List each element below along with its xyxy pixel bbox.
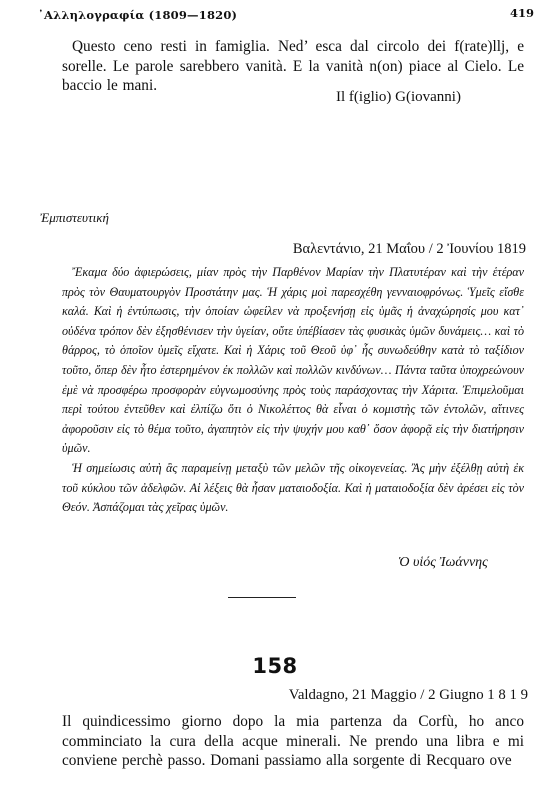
next-letter-body	[62, 712, 524, 771]
previous-letter-paragraph: Questo ceno resti in famiglia. Ned’ esca dal circolo dei f(rate)llj, e sorelle. Le parole sarebbero vanità. E la vanità n(on) piace al Cielo. Le baccio le mani.	[62, 38, 524, 94]
greek-letter-paragraph-1: Ἔκαμα δύο ἀφιερώσεις, μίαν πρὸς τὴν Παρθένον Μαρίαν τὴν Πλατυτέραν καὶ τὴν ἑτέραν πρὸς τὸν Θαυματουργὸν Προστάτην μας. Ἡ χάρις μοὶ παρεσχέθη γενναιοφρόνως. Ὑμεῖς εἴσθε καλά. Καὶ ἡ ἐντύπωσις, τὴν ὁποίαν ὠφείλεν νὰ προξενήσῃ εἰς ὑμᾶς ἡ ἀναχώρησίς μου κατ᾿ οὐδένα τρόπον δὲν ἐξησθένισεν τὴν ὑγείαν, οὔτε ὑπέβίασεν τὰς φυσικὰς ὑμῶν δυνάμεις… καὶ τὸ θάρρος, τὸ ὁποῖον ὑμεῖς εἴχατε. Καὶ ἡ Χάρις τοῦ Θεοῦ ὑφ᾿ ἧς συνωδεύθην κατὰ τὸ ταξίδιον τοῦτο, ὅπερ δὲν ἦτο ἐστερημένον ἐκ πολλῶν καὶ πολλῶν κινδύνων… Πάντα ταῦτα ὑποχρεώνουν ἐμὲ νὰ προσφέρω προσφορὰν εὐγνωμοσύνης πρὸς τοὺς παράσχοντας τὴν Χάριτα. Ἐπιμελοῦμαι περὶ τούτου ἐντεῦθεν καὶ ἐλπίζω ὅτι ὁ Νικολέττος θὰ εἶναι ὁ κομιστὴς τῶν ἐντολῶν, αἵτινες ἀφοροῦσιν εἰς τὸ θέμα τοῦτο, ἀγαπητὸν εἰς τὴν ψυχήν μου καθ᾿ ὅσον ἀφορᾷ εἰς τὴν διατήρησιν ὑμῶν.	[62, 265, 524, 456]
next-letter-paragraph: Il quindicessimo giorno dopo la mia partenza da Corfù, ho anco comminciato la cura della acque minerali. Ne prendo una libra e mi conviene perchè passo. Domani passiamo alla sorgente di Recquaro ove	[62, 713, 524, 769]
section-divider	[228, 597, 296, 598]
previous-letter-body	[62, 37, 524, 96]
running-title: ᾿Αλληλογραφία (1809—1820)	[38, 8, 238, 22]
greek-letter-dateline: Βαλεντάνιο, 21 Μαΐου / 2 Ἰουνίου 1819	[292, 241, 526, 257]
greek-letter-body	[62, 263, 524, 518]
next-letter-dateline: Valdagno, 21 Maggio / 2 Giugno 1 8 1 9	[288, 687, 528, 703]
page-number: 419	[509, 6, 534, 20]
letter-heading: Ἐμπιστευτική	[40, 210, 109, 225]
greek-letter-signature: Ὁ υἱός Ἰωάννης	[398, 555, 488, 570]
previous-letter-signature: Il f(iglio) G(iovanni)	[336, 89, 461, 105]
greek-letter-paragraph-2: Ἡ σημείωσις αὐτὴ ἂς παραμείνῃ μεταξὺ τῶν μελῶν τῆς οἰκογενείας. Ἂς μὴν ἐξέλθῃ αὐτὴ ἐκ τοῦ κύκλου τῶν ἀδελφῶν. Αἱ λέξεις θὰ ἦσαν ματαιοδοξία. Καὶ ἡ ματαιοδοξία δὲν ἀρέσει εἰς τὸν Θεόν. Ἀσπάζομαι τὰς χεῖρας ὑμῶν.	[62, 460, 524, 515]
letter-number: 158	[252, 654, 298, 678]
